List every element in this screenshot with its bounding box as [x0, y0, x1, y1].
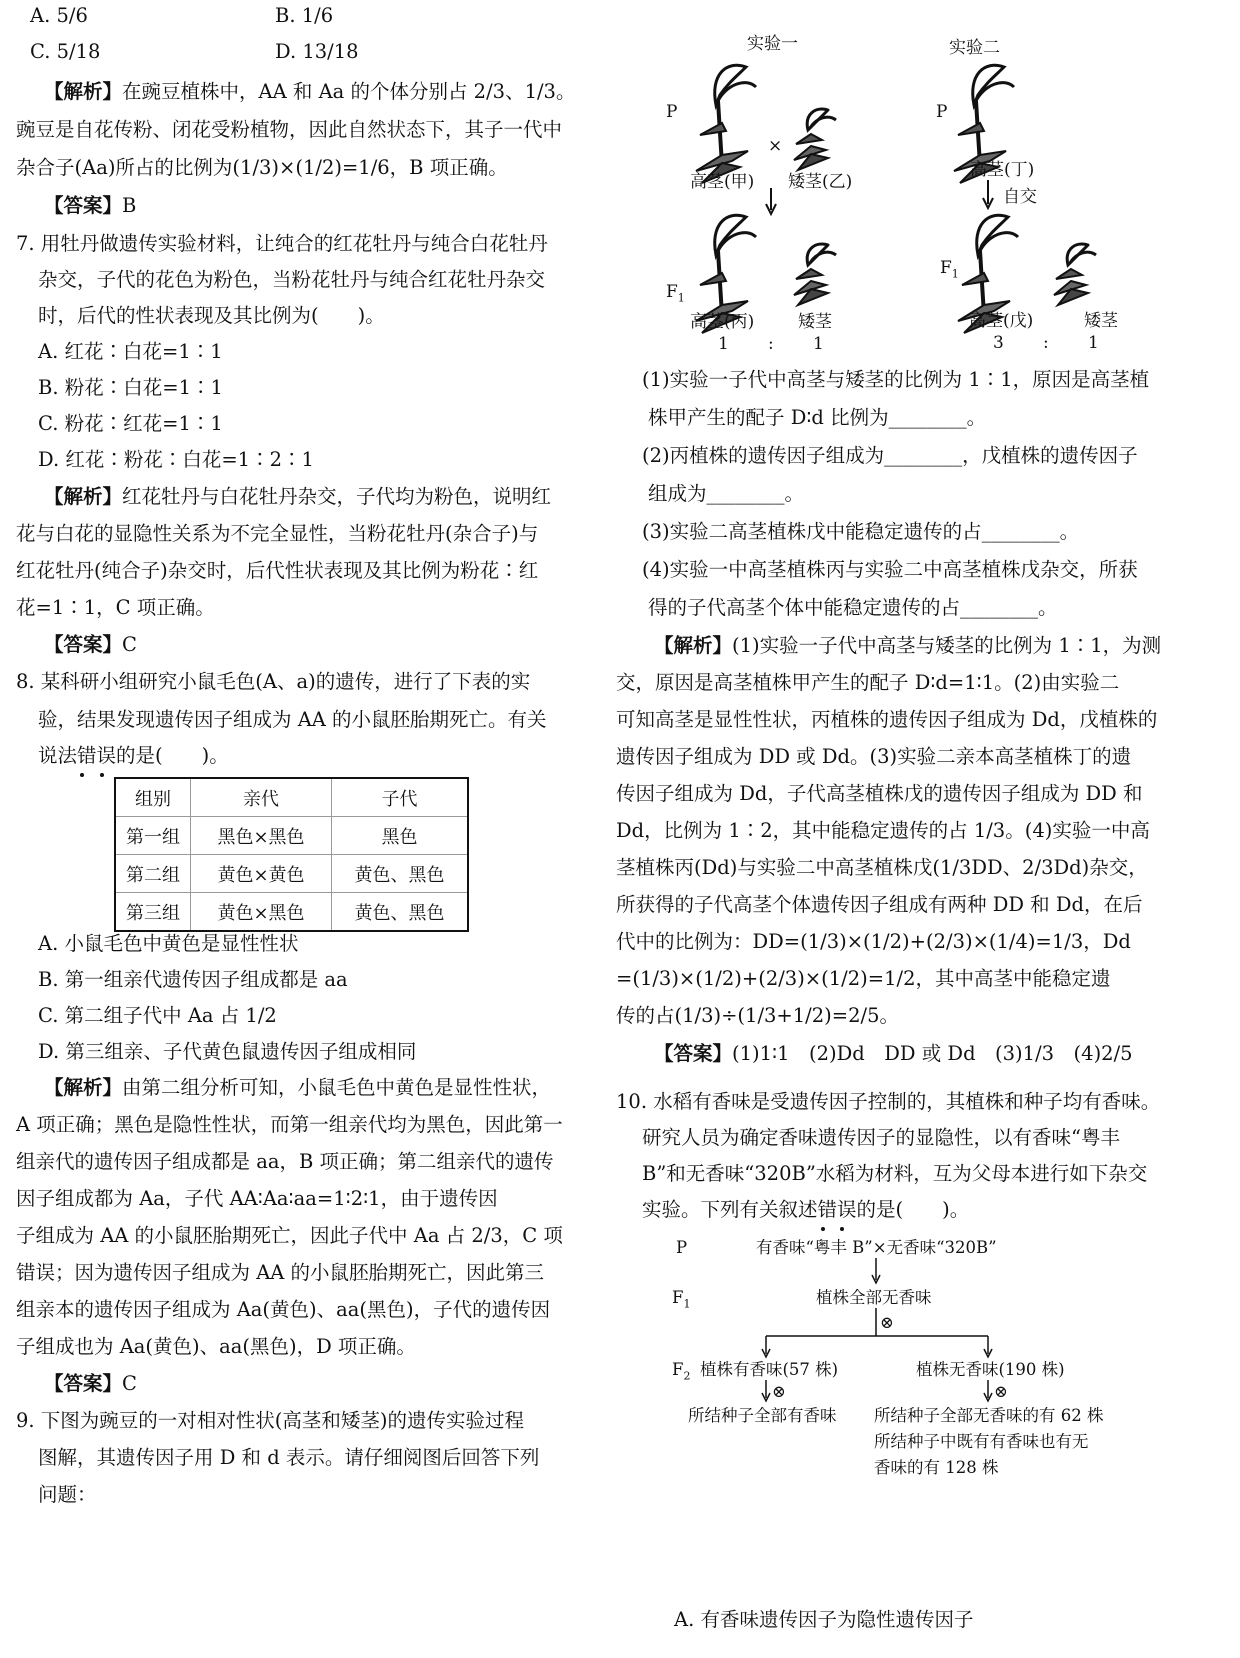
- q7-option-d: D. 红花∶粉花∶白花=1∶2∶1: [38, 448, 314, 471]
- table-cell: 第三组: [115, 893, 191, 932]
- q7-stem-line: 杂交，子代的花色为粉色，当粉花牡丹与纯合红花牡丹杂交: [38, 268, 546, 291]
- q10-option-a: A. 有香味遗传因子为隐性遗传因子: [674, 1608, 974, 1631]
- f1-label: $F_1$: [940, 258, 959, 281]
- seed-result-right: 所结种子全部无香味的有 62 株: [874, 1406, 1104, 1425]
- q9-explanation-line: 所获得的子代高茎个体遗传因子组成有两种 DD 和 Dd，在后: [616, 893, 1143, 916]
- q7-explanation-line: 花与白花的显隐性关系为不完全显性，当粉花牡丹(杂合子)与: [16, 522, 539, 545]
- table-header: 亲代: [191, 778, 332, 817]
- short-plant: [794, 244, 836, 305]
- table-cell: 第一组: [115, 817, 191, 855]
- table-cell: 黑色: [332, 817, 469, 855]
- table-cell: 黄色×黑色: [191, 893, 332, 932]
- emphasis-dot: 错: [817, 1198, 838, 1221]
- q8-option-d: D. 第三组亲、子代黄色鼠遗传因子组成相同: [38, 1040, 417, 1063]
- table-cell: 黄色、黑色: [332, 893, 469, 932]
- emphasis-dot: 错: [77, 744, 97, 767]
- q6-answer: 【答案】B: [44, 194, 137, 217]
- label-selfing: 自交: [1003, 187, 1037, 207]
- p-label: P: [936, 102, 948, 122]
- table-cell: 黄色、黑色: [332, 855, 469, 893]
- q7-explanation-line: 花=1∶1，C 项正确。: [16, 596, 215, 619]
- q9-explanation-line: 传的占(1/3)÷(1/3+1/2)=2/5。: [616, 1004, 899, 1027]
- ratio-value: 1: [813, 334, 824, 354]
- q7-answer: 【答案】C: [44, 633, 137, 656]
- q9-sub2-line: (2)丙植株的遗传因子组成为________，戊植株的遗传因子: [642, 444, 1138, 467]
- q8-option-b: B. 第一组亲代遗传因子组成都是 aa: [38, 968, 348, 991]
- q9-sub2-line: 组成为________。: [648, 482, 805, 505]
- selfing-symbol: ⊗: [772, 1382, 786, 1401]
- ratio-value: 1: [1088, 333, 1099, 353]
- f2-label: $F_2$: [672, 1360, 691, 1383]
- p-label: P: [676, 1238, 688, 1257]
- table-header: 子代: [332, 778, 469, 817]
- ratio-colon: :: [768, 334, 774, 354]
- seed-result-right: 所结种子中既有有香味也有无: [874, 1432, 1089, 1451]
- q8-stem-line: 8. 某科研小组研究小鼠毛色(A、a)的遗传，进行了下表的实: [16, 670, 531, 693]
- q6-option-b: B. 1/6: [275, 4, 334, 27]
- q6-explanation-line: 豌豆是自花传粉、闭花受粉植物，因此自然状态下，其子一代中: [16, 118, 563, 141]
- q10-stem-line: B”和无香味“320B”水稻为材料，互为父母本进行如下杂交: [642, 1162, 1148, 1185]
- table-header-row: [115, 778, 468, 817]
- experiment-1-title: 实验一: [747, 34, 798, 54]
- q9-stem-line: 9. 下图为豌豆的一对相对性状(高茎和矮茎)的遗传实验过程: [16, 1409, 525, 1432]
- short-plant-yi: [794, 109, 836, 170]
- seed-result-right: 香味的有 128 株: [874, 1458, 999, 1477]
- table-cell: 黄色×黄色: [191, 855, 332, 893]
- q9-answer: 【答案】(1)1∶1 (2)Dd DD 或 Dd (3)1/3 (4)2/5: [654, 1042, 1133, 1065]
- q8-explanation-line: 子组成也为 Aa(黄色)、aa(黑色)，D 项正确。: [16, 1335, 416, 1358]
- q6-explanation-line: 【解析】在豌豆植株中，AA 和 Aa 的个体分别占 2/3、1/3。: [44, 80, 576, 103]
- q9-sub3-line: (3)实验二高茎植株戊中能稳定遗传的占________。: [642, 520, 1080, 543]
- label-tall-wu: 高茎(戊): [969, 311, 1034, 331]
- q10-stem-line: 研究人员为确定香味遗传因子的显隐性，以有香味“粤丰: [642, 1126, 1120, 1149]
- q6-option-d: D. 13/18: [275, 40, 359, 63]
- q7-stem-line: 7. 用牡丹做遗传实验材料，让纯合的红花牡丹与纯合白花牡丹: [16, 232, 548, 255]
- q9-explanation-line: 传因子组成为 Dd，子代高茎植株戊的遗传因子组成为 DD 和: [616, 782, 1143, 805]
- table-row: [115, 855, 468, 893]
- q9-explanation-line: 可知高茎是显性性状，丙植株的遗传因子组成为 Dd，戊植株的: [616, 708, 1158, 731]
- q8-explanation-line: 组亲代的遗传因子组成都是 aa，B 项正确；第二组亲代的遗传: [16, 1150, 554, 1173]
- table-cell: 黑色×黑色: [191, 817, 332, 855]
- emphasis-dot: 误: [96, 744, 117, 767]
- mouse-table: [114, 777, 469, 932]
- q8-stem-line: 说法错误的是( )。: [38, 744, 229, 767]
- table-header: 组别: [115, 778, 191, 817]
- explanation-tag: 【解析】: [44, 80, 123, 103]
- ratio-colon: :: [1043, 333, 1049, 353]
- f1-label: $F_1$: [672, 1288, 691, 1311]
- f2-nonfragrant: 植株无香味(190 株): [916, 1360, 1065, 1379]
- q7-explanation-line: 红花牡丹(纯合子)杂交时，后代性状表现及其比例为粉花∶红: [16, 559, 539, 582]
- q9-explanation-line: 交，原因是高茎植株甲产生的配子 D∶d=1∶1。(2)由实验二: [616, 671, 1120, 694]
- q8-option-a: A. 小鼠毛色中黄色是显性性状: [38, 932, 299, 955]
- table-cell: 第二组: [115, 855, 191, 893]
- q9-stem-line: 问题：: [38, 1483, 97, 1506]
- q9-explanation-line: 代中的比例为：DD=(1/3)×(1/2)+(2/3)×(1/4)=1/3，Dd: [616, 930, 1131, 953]
- q9-explanation-line: 茎植株丙(Dd)与实验二中高茎植株戊(1/3DD、2/3Dd)杂交，: [616, 856, 1148, 879]
- table-row: [115, 893, 468, 932]
- q9-sub1-line: (1)实验一子代中高茎与矮茎的比例为 1∶1，原因是高茎植: [642, 368, 1150, 391]
- q8-explanation-line: 组亲本的遗传因子组成为 Aa(黄色)、aa(黑色)，子代的遗传因: [16, 1298, 551, 1321]
- experiment-2-title: 实验二: [949, 38, 1000, 58]
- table-row: [115, 817, 468, 855]
- label-short: 矮茎: [1084, 311, 1118, 331]
- q7-option-c: C. 粉花∶红花=1∶1: [38, 412, 223, 435]
- selfing-symbol: ⊗: [994, 1382, 1008, 1401]
- emphasis-dot: 误: [837, 1198, 857, 1221]
- ratio-value: 3: [993, 333, 1004, 353]
- label-short: 矮茎: [798, 312, 832, 332]
- label-tall-jia: 高茎(甲): [690, 172, 755, 192]
- label-tall-ding: 高茎(丁): [970, 160, 1035, 180]
- q8-explanation-line: A 项正确；黑色是隐性性状，而第一组亲代均为黑色，因此第一: [16, 1113, 563, 1136]
- q9-explanation-line: 遗传因子组成为 DD 或 Dd。(3)实验二亲本高茎植株丁的遗: [616, 745, 1132, 768]
- q7-option-b: B. 粉花∶白花=1∶1: [38, 376, 223, 399]
- q8-explanation-line: 【解析】由第二组分析可知，小鼠毛色中黄色是显性性状，: [44, 1076, 552, 1099]
- q7-explanation-line: 【解析】红花牡丹与白花牡丹杂交，子代均为粉色，说明红: [44, 485, 552, 508]
- q8-explanation-line: 错误；因为遗传因子组成为 AA 的小鼠胚胎期死亡，因此第三: [16, 1261, 545, 1284]
- q8-option-c: C. 第二组子代中 Aa 占 1/2: [38, 1004, 277, 1027]
- q9-stem-line: 图解，其遗传因子用 D 和 d 表示。请仔细阅图后回答下列: [38, 1446, 540, 1469]
- f1-label: $F_1$: [666, 282, 685, 305]
- q8-explanation-line: 子组成为 AA 的小鼠胚胎期死亡，因此子代中 Aa 占 2/3，C 项: [16, 1224, 563, 1247]
- q8-stem-line: 验，结果发现遗传因子组成为 AA 的小鼠胚胎期死亡。有关: [38, 708, 547, 731]
- q10-stem-line: 10. 水稻有香味是受遗传因子控制的，其植株和种子均有香味。: [616, 1090, 1161, 1113]
- q9-explanation-line: Dd，比例为 1∶2，其中能稳定遗传的占 1/3。(4)实验一中高: [616, 819, 1150, 842]
- p-label: P: [666, 102, 678, 122]
- q9-explanation-line: 【解析】(1)实验一子代中高茎与矮茎的比例为 1∶1，为测: [654, 634, 1162, 657]
- pea-cross-figure: [648, 0, 1228, 360]
- ratio-value: 1: [718, 334, 729, 354]
- parents-text: 有香味“粤丰 B”×无香味“320B”: [756, 1238, 997, 1257]
- f1-text: 植株全部无香味: [816, 1288, 932, 1307]
- q9-sub4-line: (4)实验一中高茎植株丙与实验二中高茎植株戊杂交，所获: [642, 558, 1138, 581]
- q6-explanation-line: 杂合子(Aa)所占的比例为(1/3)×(1/2)=1/6，B 项正确。: [16, 156, 508, 179]
- q8-explanation-line: 因子组成都为 Aa，子代 AA∶Aa∶aa=1∶2∶1，由于遗传因: [16, 1187, 498, 1210]
- label-short-yi: 矮茎(乙): [788, 172, 853, 192]
- q7-option-a: A. 红花∶白花=1∶1: [38, 340, 223, 363]
- short-plant: [1054, 244, 1096, 305]
- rice-cross-figure: [648, 1230, 1228, 1490]
- f2-fragrant: 植株有香味(57 株): [700, 1360, 839, 1379]
- q9-explanation-line: =(1/3)×(1/2)+(2/3)×(1/2)=1/2，其中高茎中能稳定遗: [616, 967, 1111, 990]
- tall-plant-jia: [696, 65, 756, 183]
- seed-result-left: 所结种子全部有香味: [688, 1406, 837, 1425]
- q8-answer: 【答案】C: [44, 1372, 137, 1395]
- selfing-symbol: ⊗: [880, 1313, 894, 1332]
- q9-sub1-line: 株甲产生的配子 D∶d 比例为________。: [648, 406, 987, 429]
- label-tall-bing: 高茎(丙): [690, 312, 755, 332]
- cross-symbol: ×: [768, 136, 783, 156]
- q10-stem-line: 实验。下列有关叙述错误的是( )。: [642, 1198, 970, 1221]
- q6-option-a: A. 5/6: [30, 4, 88, 27]
- q9-sub4-line: 得的子代高茎个体中能稳定遗传的占________。: [648, 596, 1058, 619]
- q7-stem-line: 时，后代的性状表现及其比例为( )。: [38, 304, 385, 327]
- q6-option-c: C. 5/18: [30, 40, 101, 63]
